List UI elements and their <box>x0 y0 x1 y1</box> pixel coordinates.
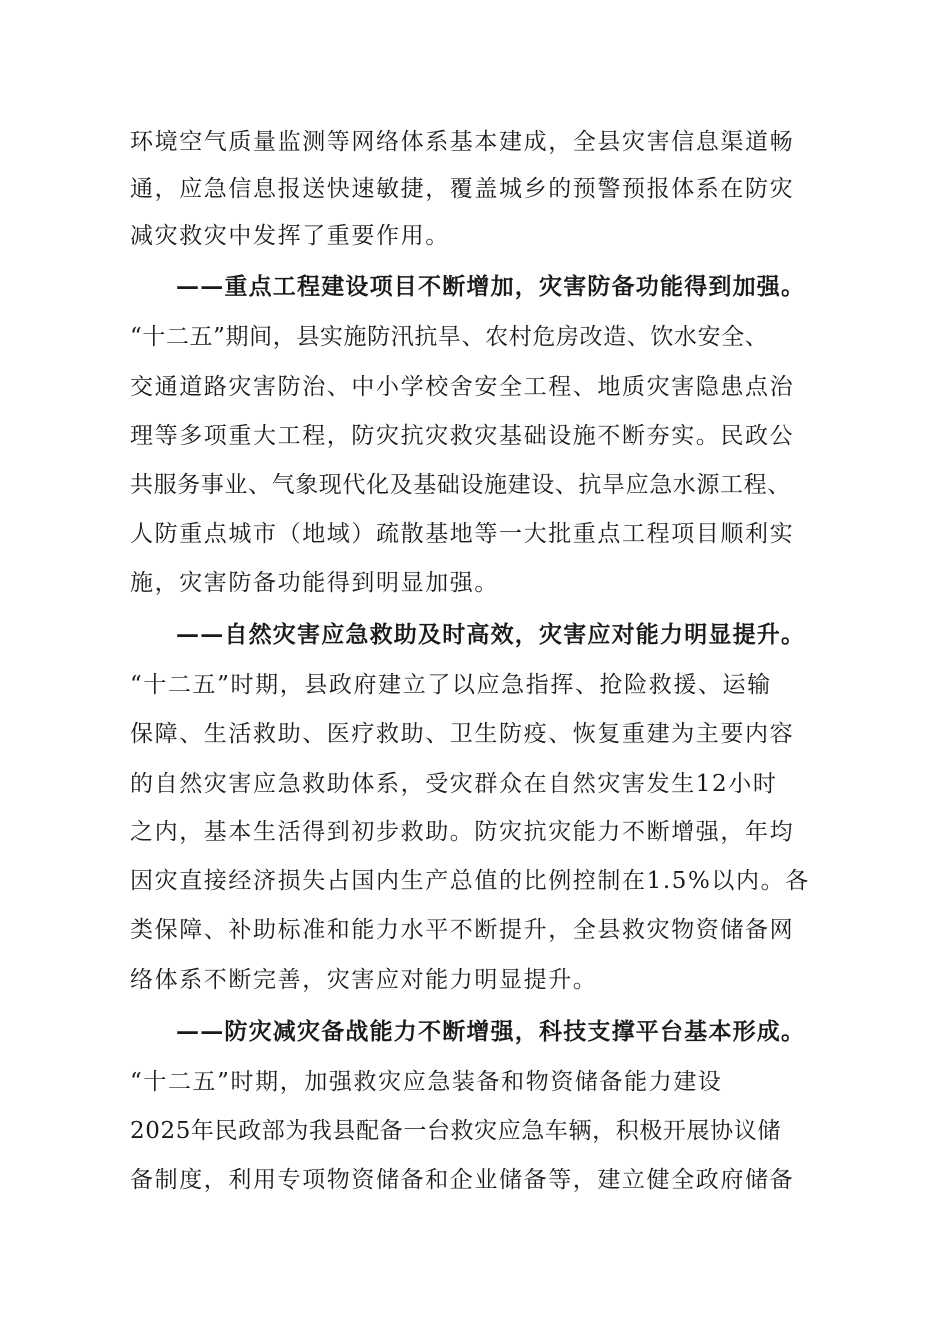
body-text-line: 因灾直接经济损失占国内生产总值的比例控制在1.5%以内。各 <box>130 868 810 894</box>
section-heading: ——自然灾害应急救助及时高效，灾害应对能力明显提升。 <box>176 621 806 648</box>
body-text-line: 2025年民政部为我县配备一台救灾应急车辆，积极开展协议储 <box>130 1118 781 1144</box>
body-text-line: “十二五”期间，县实施防汛抗旱、农村危房改造、饮水安全、 <box>130 324 769 350</box>
section-heading: ——重点工程建设项目不断增加，灾害防备功能得到加强。 <box>176 273 806 300</box>
body-text-line: 施，灾害防备功能得到明显加强。 <box>130 570 499 596</box>
body-text-line: 共服务事业、气象现代化及基础设施建设、抗旱应急水源工程、 <box>130 472 791 498</box>
body-text-line: “十二五”时期，县政府建立了以应急指挥、抢险救援、运输 <box>130 672 772 698</box>
body-text-line: 备制度，利用专项物资储备和企业储备等，建立健全政府储备 <box>130 1167 795 1193</box>
body-text-line: 保障、生活救助、医疗救助、卫生防疫、恢复重建为主要内容 <box>130 721 795 747</box>
body-text-line: 理等多项重大工程，防灾抗灾救灾基础设施不断夯实。民政公 <box>130 423 795 449</box>
body-text-line: 交通道路灾害防治、中小学校舍安全工程、地质灾害隐患点治 <box>130 374 795 400</box>
body-text-line: 通，应急信息报送快速敏捷，覆盖城乡的预警预报体系在防灾 <box>130 176 795 202</box>
section-heading: ——防灾减灾备战能力不断增强，科技支撑平台基本形成。 <box>176 1018 806 1045</box>
body-text-line: 的自然灾害应急救助体系，受灾群众在自然灾害发生12小时 <box>130 771 778 797</box>
body-text-line: 络体系不断完善，灾害应对能力明显提升。 <box>130 967 598 993</box>
body-text-line: 减灾救灾中发挥了重要作用。 <box>130 223 450 249</box>
body-text-line: 人防重点城市（地域）疏散基地等一大批重点工程项目顺利实 <box>130 521 795 547</box>
body-text-line: 之内，基本生活得到初步救助。防灾抗灾能力不断增强，年均 <box>130 819 795 845</box>
body-text-line: 类保障、补助标准和能力水平不断提升，全县救灾物资储备网 <box>130 917 795 943</box>
body-text-line: “十二五”时期，加强救灾应急装备和物资储备能力建设 <box>130 1069 723 1095</box>
body-text-line: 环境空气质量监测等网络体系基本建成，全县灾害信息渠道畅 <box>130 129 795 155</box>
